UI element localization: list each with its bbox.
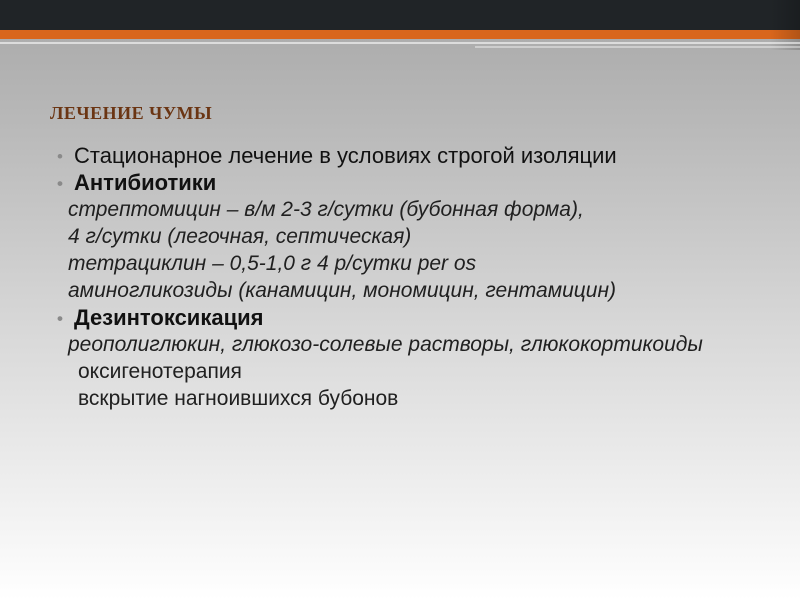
bullet-item-detoxification xyxy=(50,307,740,329)
slide-content xyxy=(50,145,740,410)
sub-item-text: вскрытие нагноившихся бубонов xyxy=(78,387,399,410)
bullet-item-hospital-isolation xyxy=(50,145,740,167)
bullet-text: Стационарное лечение в условиях строгой изоляции xyxy=(74,143,617,168)
sub-item-rheopolyglucin xyxy=(50,334,740,356)
bullet-item-antibiotics xyxy=(50,172,740,194)
sub-item-text: реополиглюкин, глюкозо-солевые растворы, глюкокортикоиды xyxy=(68,333,703,356)
sub-item-bubo-drainage xyxy=(50,388,740,410)
bullet-text: Антибиотики xyxy=(74,170,217,195)
sub-item-text: аминогликозиды (канамицин, мономицин, гентамицин) xyxy=(68,279,617,302)
sub-item-tetracycline xyxy=(50,253,740,275)
slide-title: ЛЕЧЕНИЕ ЧУМЫ xyxy=(50,103,213,123)
sub-item-oxygen-therapy xyxy=(50,361,740,383)
bullet-icon: • xyxy=(57,147,63,166)
sub-item-text: 4 г/сутки (легочная, септическая) xyxy=(68,225,412,248)
sub-item-text: оксигенотерапия xyxy=(78,360,242,383)
decorative-lines xyxy=(0,0,800,60)
bullet-icon: • xyxy=(57,174,63,193)
sub-item-text: тетрациклин – 0,5-1,0 г 4 р/сутки per os xyxy=(68,252,477,275)
bullet-icon: • xyxy=(57,309,63,328)
sub-item-streptomycin xyxy=(50,199,740,221)
sub-item-aminoglycosides xyxy=(50,280,740,302)
sub-item-text: стрептомицин – в/м 2-3 г/сутки (бубонная форма), xyxy=(68,198,584,221)
bullet-text: Дезинтоксикация xyxy=(74,305,264,330)
sub-item-dose-pulmonary xyxy=(50,226,740,248)
